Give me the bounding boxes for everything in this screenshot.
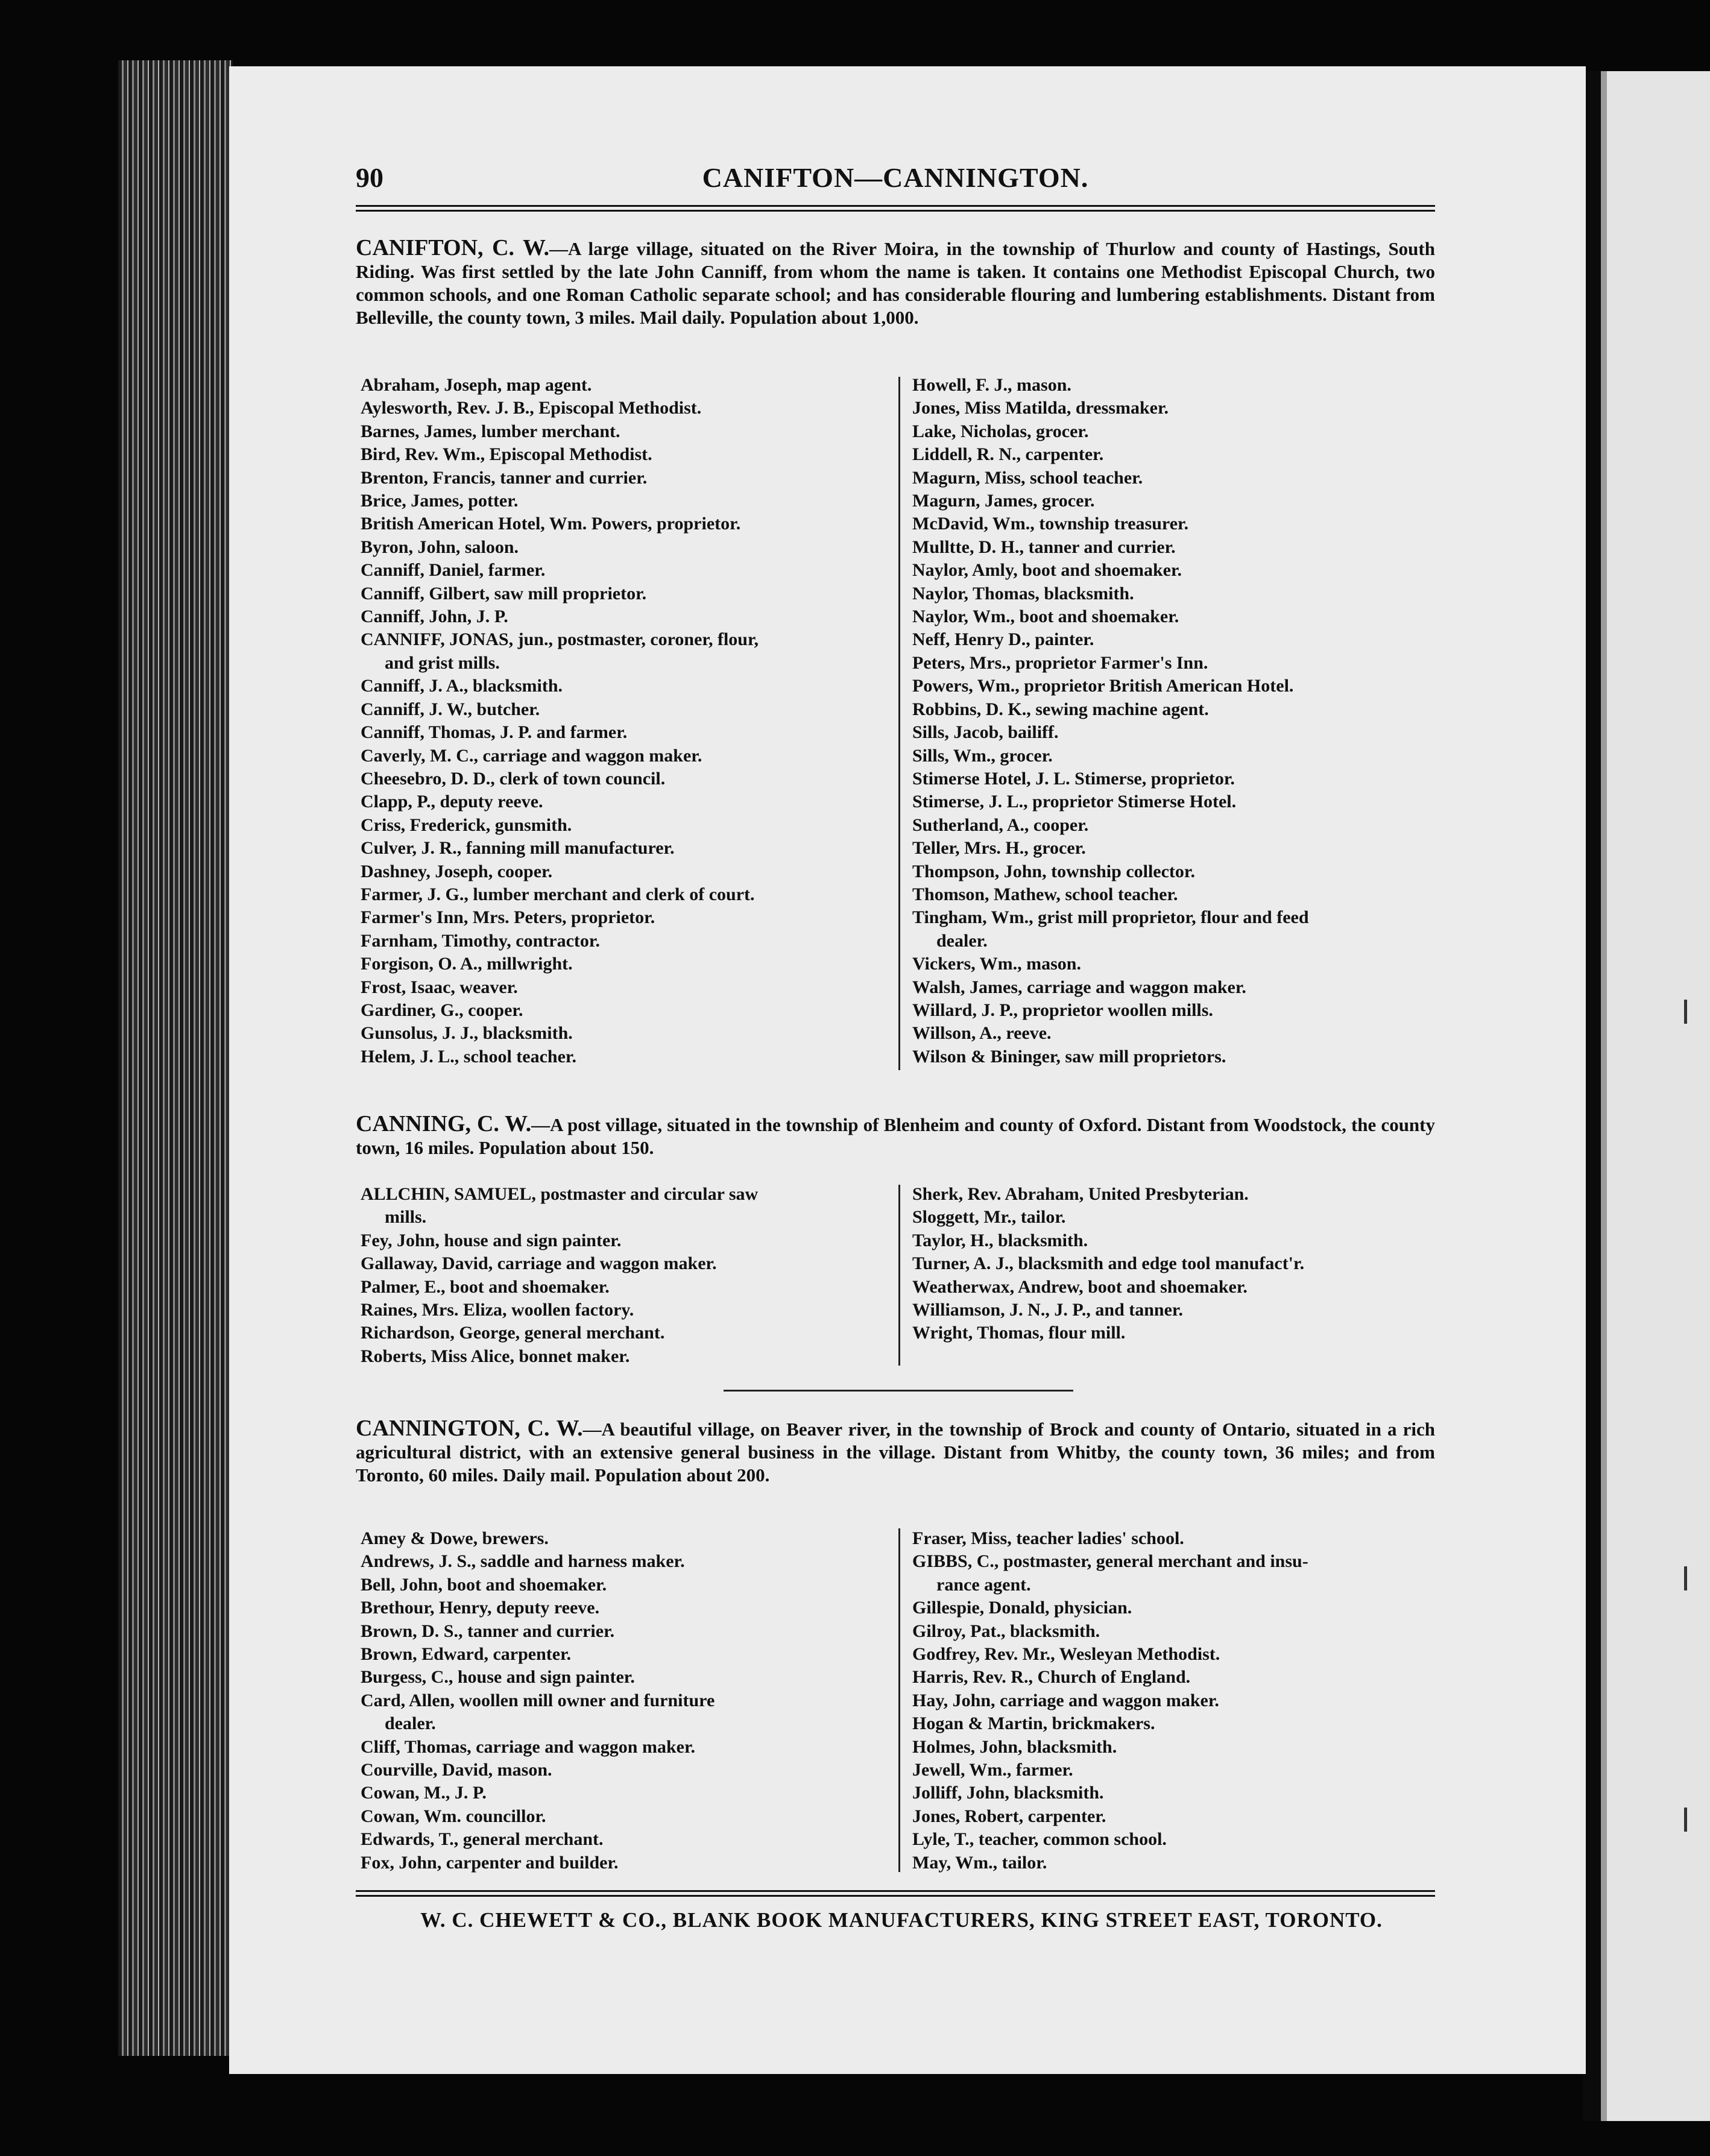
- list-item-continuation: and grist mills.: [385, 652, 500, 673]
- list-item: Weatherwax, Andrew, boot and shoemaker.: [912, 1276, 1248, 1297]
- list-item: Culver, J. R., fanning mill manufacturer.: [361, 838, 675, 859]
- list-item: Fraser, Miss, teacher ladies' school.: [912, 1528, 1184, 1548]
- list-item: Abraham, Joseph, map agent.: [361, 375, 592, 395]
- list-item: Gallaway, David, carriage and waggon maker.: [361, 1253, 717, 1274]
- book-page-edges: [118, 60, 233, 2056]
- list-item-continuation: dealer.: [385, 1713, 436, 1734]
- column-divider: [898, 1185, 900, 1366]
- list-item: Edwards, T., general merchant.: [361, 1829, 604, 1850]
- list-item: Canniff, Thomas, J. P. and farmer.: [361, 722, 628, 743]
- listing-column-right: [912, 374, 1425, 1068]
- list-item: Walsh, James, carriage and waggon maker.: [912, 977, 1246, 997]
- listing-column-right: [912, 1527, 1425, 1874]
- list-item: Naylor, Wm., boot and shoemaker.: [912, 607, 1179, 627]
- facing-page-fragment: [1684, 1808, 1705, 1832]
- list-item: Cliff, Thomas, carriage and waggon maker.: [361, 1736, 695, 1757]
- list-item: Clapp, P., deputy reeve.: [361, 792, 543, 812]
- list-item: Thomson, Mathew, school teacher.: [912, 884, 1178, 904]
- list-item: Jones, Miss Matilda, dressmaker.: [912, 398, 1169, 418]
- list-item: Teller, Mrs. H., grocer.: [912, 838, 1086, 859]
- list-item: Howell, F. J., mason.: [912, 375, 1071, 395]
- header-rule: [356, 205, 1435, 212]
- list-item: Sloggett, Mr., tailor.: [912, 1207, 1066, 1228]
- list-item: Sills, Wm., grocer.: [912, 745, 1053, 766]
- list-item: Bird, Rev. Wm., Episcopal Methodist.: [361, 444, 652, 465]
- list-item: Williamson, J. N., J. P., and tanner.: [912, 1300, 1183, 1320]
- list-item: Hay, John, carriage and waggon maker.: [912, 1690, 1219, 1710]
- list-item: Fox, John, carpenter and builder.: [361, 1852, 619, 1873]
- facing-page-edge: [1583, 71, 1710, 2121]
- list-item: Vickers, Wm., mason.: [912, 954, 1081, 974]
- list-item: Dashney, Joseph, cooper.: [361, 861, 553, 881]
- list-item: Farmer's Inn, Mrs. Peters, proprietor.: [361, 907, 655, 928]
- listing-column-left: [361, 1183, 873, 1368]
- list-item: Robbins, D. K., sewing machine agent.: [912, 699, 1209, 719]
- facing-page-fragment: [1684, 1566, 1705, 1590]
- list-item: Godfrey, Rev. Mr., Wesleyan Methodist.: [912, 1644, 1220, 1665]
- list-item: Card, Allen, woollen mill owner and furniture: [361, 1690, 715, 1710]
- list-item: Aylesworth, Rev. J. B., Episcopal Methodist.: [361, 398, 702, 418]
- list-item: Holmes, John, blacksmith.: [912, 1736, 1117, 1757]
- list-item: Frost, Isaac, weaver.: [361, 977, 518, 997]
- list-item: May, Wm., tailor.: [912, 1852, 1047, 1873]
- list-item: Richardson, George, general merchant.: [361, 1323, 665, 1343]
- list-item: Wilson & Bininger, saw mill proprietors.: [912, 1046, 1226, 1067]
- list-item: Mulltte, D. H., tanner and currier.: [912, 537, 1176, 557]
- list-item-continuation: rance agent.: [936, 1574, 1031, 1595]
- list-item: Stimerse Hotel, J. L. Stimerse, proprietor.: [912, 768, 1235, 789]
- list-item: Forgison, O. A., millwright.: [361, 954, 573, 974]
- list-item: Criss, Frederick, gunsmith.: [361, 815, 572, 835]
- section-description-canifton: [356, 236, 1435, 329]
- list-item-continuation: dealer.: [936, 930, 988, 951]
- town-description: —A beautiful village, on Beaver river, in the township of Brock and county of Ontario, situated in a rich agricultural district, with an extensive general business in the village. Distant from Whitby, the county town, 36 miles; and from Toronto, 60 miles. Daily mail. Population about 200.: [356, 1419, 1435, 1486]
- list-item: Magurn, Miss, school teacher.: [912, 467, 1143, 488]
- list-item: Stimerse, J. L., proprietor Stimerse Hotel.: [912, 792, 1237, 812]
- list-item: Magurn, James, grocer.: [912, 491, 1095, 511]
- list-item: Sherk, Rev. Abraham, United Presbyterian.: [912, 1184, 1249, 1204]
- list-item: McDavid, Wm., township treasurer.: [912, 514, 1189, 534]
- list-item: British American Hotel, Wm. Powers, proprietor.: [361, 514, 741, 534]
- listing-column-left: [361, 374, 873, 1068]
- list-item: Tingham, Wm., grist mill proprietor, flour and feed: [912, 907, 1309, 928]
- list-item: Lyle, T., teacher, common school.: [912, 1829, 1167, 1850]
- town-description: —A post village, situated in the township of Blenheim and county of Oxford. Distant from Woodstock, the county town, 16 miles. Population about 150.: [356, 1114, 1435, 1158]
- list-item: Liddell, R. N., carpenter.: [912, 444, 1104, 465]
- list-item: Peters, Mrs., proprietor Farmer's Inn.: [912, 652, 1208, 673]
- list-item: Canniff, Daniel, farmer.: [361, 560, 546, 581]
- list-item: Roberts, Miss Alice, bonnet maker.: [361, 1346, 630, 1366]
- list-item: Cheesebro, D. D., clerk of town council.: [361, 768, 666, 789]
- section-separator: [724, 1390, 1073, 1392]
- town-name: CANNING, C. W.: [356, 1111, 532, 1136]
- listing-column-left: [361, 1527, 873, 1874]
- list-item: Farnham, Timothy, contractor.: [361, 930, 600, 951]
- section-description-cannington: [356, 1417, 1435, 1487]
- list-item: ALLCHIN, SAMUEL, postmaster and circular saw: [361, 1184, 759, 1204]
- list-item: Taylor, H., blacksmith.: [912, 1230, 1088, 1250]
- facing-page-fragment: [1684, 1000, 1705, 1024]
- list-item: Sills, Jacob, bailiff.: [912, 722, 1059, 743]
- list-item: Powers, Wm., proprietor British American Hotel.: [912, 676, 1294, 696]
- list-item: Canniff, J. W., butcher.: [361, 699, 540, 719]
- list-item: Gunsolus, J. J., blacksmith.: [361, 1023, 573, 1044]
- footer-rule: [356, 1890, 1435, 1897]
- list-item: Caverly, M. C., carriage and waggon maker.: [361, 745, 702, 766]
- list-item: Jolliff, John, blacksmith.: [912, 1783, 1104, 1803]
- list-item: Neff, Henry D., painter.: [912, 629, 1094, 650]
- list-item: Amey & Dowe, brewers.: [361, 1528, 549, 1548]
- list-item: Willson, A., reeve.: [912, 1023, 1052, 1044]
- list-item: Naylor, Thomas, blacksmith.: [912, 583, 1134, 604]
- list-item: Sutherland, A., cooper.: [912, 815, 1089, 835]
- column-divider: [898, 377, 900, 1070]
- running-title: CANIFTON—CANNINGTON.: [702, 162, 1089, 193]
- list-item: Palmer, E., boot and shoemaker.: [361, 1276, 610, 1297]
- list-item: Cowan, M., J. P.: [361, 1783, 487, 1803]
- list-item: Hogan & Martin, brickmakers.: [912, 1713, 1155, 1734]
- list-item: Turner, A. J., blacksmith and edge tool manufact'r.: [912, 1253, 1305, 1274]
- listing-column-right: [912, 1183, 1425, 1345]
- list-item: Brenton, Francis, tanner and currier.: [361, 467, 648, 488]
- list-item: Brethour, Henry, deputy reeve.: [361, 1598, 600, 1618]
- list-item: Thompson, John, township collector.: [912, 861, 1195, 881]
- list-item: Burgess, C., house and sign painter.: [361, 1667, 635, 1688]
- list-item: GIBBS, C., postmaster, general merchant and insu-: [912, 1551, 1308, 1572]
- town-name: CANIFTON, C. W.: [356, 235, 549, 260]
- town-name: CANNINGTON, C. W.: [356, 1416, 583, 1441]
- list-item: Barnes, James, lumber merchant.: [361, 421, 620, 441]
- list-item: Courville, David, mason.: [361, 1760, 552, 1780]
- list-item: Brown, Edward, carpenter.: [361, 1644, 572, 1665]
- list-item: Canniff, Gilbert, saw mill proprietor.: [361, 583, 647, 604]
- list-item: Raines, Mrs. Eliza, woollen factory.: [361, 1300, 634, 1320]
- list-item: Jones, Robert, carpenter.: [912, 1806, 1106, 1826]
- list-item: Andrews, J. S., saddle and harness maker.: [361, 1551, 685, 1572]
- column-divider: [898, 1528, 900, 1872]
- list-item: Wright, Thomas, flour mill.: [912, 1323, 1126, 1343]
- list-item: Willard, J. P., proprietor woollen mills.: [912, 1000, 1213, 1020]
- list-item: Lake, Nicholas, grocer.: [912, 421, 1089, 441]
- page-header: [356, 162, 1435, 204]
- list-item-continuation: mills.: [385, 1207, 427, 1228]
- list-item: Bell, John, boot and shoemaker.: [361, 1574, 607, 1595]
- list-item: CANNIFF, JONAS, jun., postmaster, coroner, flour,: [361, 629, 759, 650]
- list-item: Brice, James, potter.: [361, 491, 519, 511]
- list-item: Fey, John, house and sign painter.: [361, 1230, 622, 1250]
- list-item: Farmer, J. G., lumber merchant and clerk of court.: [361, 884, 755, 904]
- town-description: —A large village, situated on the River Moira, in the township of Thurlow and county of Hastings, South Riding. Was first settled by the late John Canniff, from whom the name is taken. It contains one Methodist Episcopal Church, two common schools, and one Roman Catholic separate school; and has considerable flouring and lumbering establishments. Distant from Belleville, the county town, 3 miles. Mail daily. Population about 1,000.: [356, 238, 1435, 328]
- list-item: Helem, J. L., school teacher.: [361, 1046, 576, 1067]
- list-item: Gillespie, Donald, physician.: [912, 1598, 1132, 1618]
- list-item: Canniff, John, J. P.: [361, 607, 508, 627]
- list-item: Gilroy, Pat., blacksmith.: [912, 1621, 1100, 1641]
- list-item: Byron, John, saloon.: [361, 537, 519, 557]
- list-item: Naylor, Amly, boot and shoemaker.: [912, 560, 1182, 581]
- list-item: Jewell, Wm., farmer.: [912, 1760, 1073, 1780]
- list-item: Cowan, Wm. councillor.: [361, 1806, 546, 1826]
- section-description-canning: [356, 1112, 1435, 1159]
- publisher-footer: W. C. CHEWETT & CO., BLANK BOOK MANUFACTURERS, KING STREET EAST, TORONTO.: [420, 1908, 1383, 1932]
- page-number: 90: [356, 162, 383, 193]
- list-item: Brown, D. S., tanner and currier.: [361, 1621, 615, 1641]
- list-item: Gardiner, G., cooper.: [361, 1000, 523, 1020]
- list-item: Canniff, J. A., blacksmith.: [361, 676, 563, 696]
- list-item: Harris, Rev. R., Church of England.: [912, 1667, 1191, 1688]
